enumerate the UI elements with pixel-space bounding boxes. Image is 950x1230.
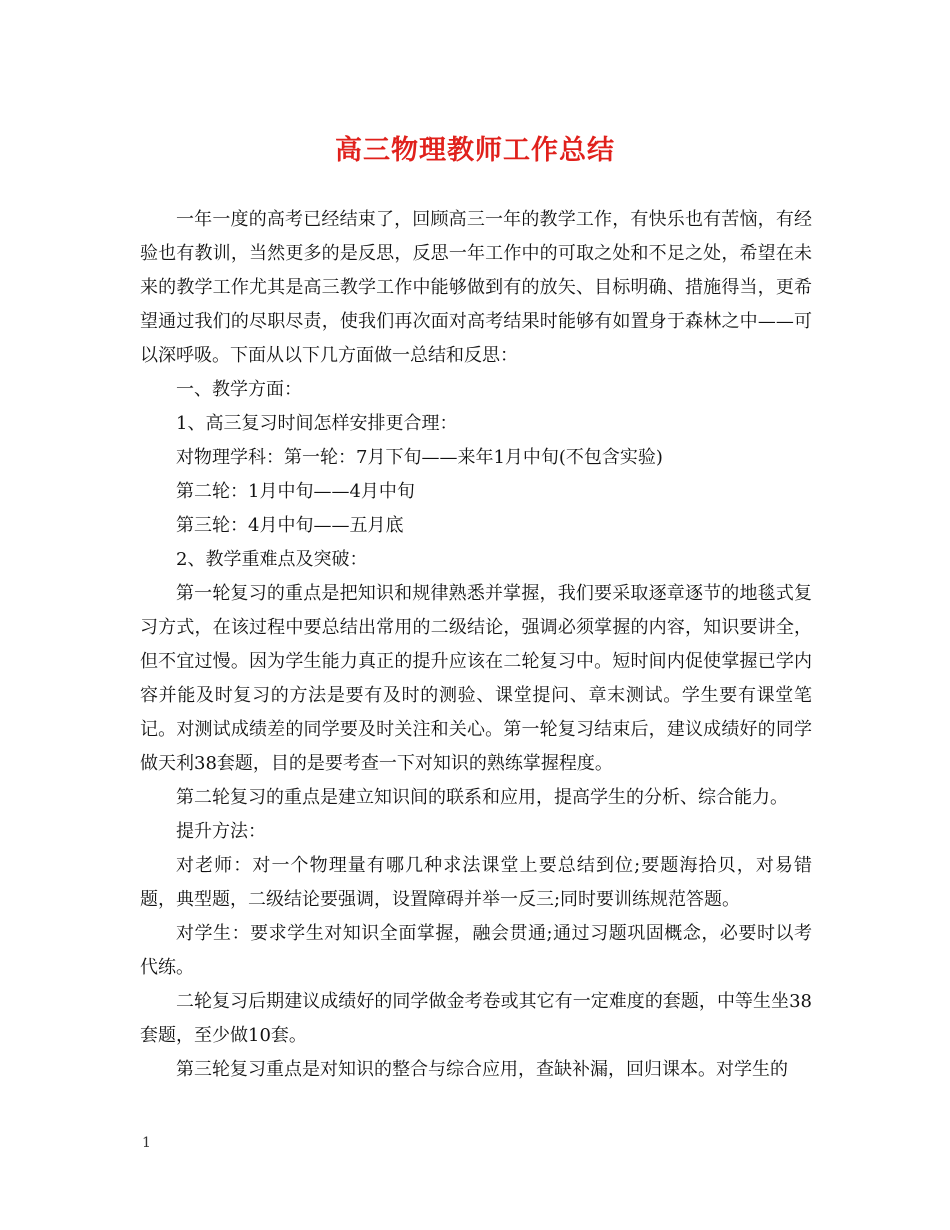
subheading-key-points: 2、教学重难点及突破： [176, 549, 368, 570]
paragraph-for-teachers: 对老师：对一个物理量有哪几种求法课堂上要总结到位;要题海拾贝，对易错题，典型题，二级结论要强调，设置障碍并举一反三;同时要训练规范答题。 [140, 855, 812, 910]
paragraph-third-review: 第三轮复习重点是对知识的整合与综合应用，查缺补漏，回归课本。对学生的 [176, 1059, 788, 1080]
page-number: 1 [142, 1135, 151, 1151]
paragraph-methods: 提升方法： [176, 821, 266, 842]
paragraph-third-round: 第三轮：4月中旬——五月底 [176, 515, 404, 536]
paragraph-second-round: 第二轮：1月中旬——4月中旬 [176, 481, 415, 502]
paragraph-first-review: 第一轮复习的重点是把知识和规律熟悉并掌握，我们要采取逐章逐节的地毯式复习方式，在该过程中要总结出常用的二级结论，强调必须掌握的内容，知识要讲全，但不宜过慢。因为学生能力真正的提升应该在二轮复习中。短时间内促使掌握已学内容并能及时复习的方法是要有及时的测验、课堂提问、章末测试。学生要有课堂笔记。对测试成绩差的同学要及时关注和关心。第一轮复习结束后，建议成绩好的同学做天利38套题，目的是要考查一下对知识的熟练掌握程度。 [140, 583, 812, 774]
paragraph-intro: 一年一度的高考已经结束了，回顾高三一年的教学工作，有快乐也有苦恼，有经验也有教训，当然更多的是反思，反思一年工作中的可取之处和不足之处，希望在未来的教学工作尤其是高三教学工作中能够做到有的放矢、目标明确、措施得当，更希望通过我们的尽职尽责，使我们再次面对高考结果时能够有如置身于森林之中——可以深呼吸。下面从以下几方面做一总结和反思： [140, 209, 812, 366]
paragraph-for-students: 对学生：要求学生对知识全面掌握，融会贯通;通过习题巩固概念，必要时以考代练。 [140, 923, 812, 978]
heading-teaching: 一、教学方面： [176, 379, 302, 400]
subheading-schedule: 1、高三复习时间怎样安排更合理： [176, 413, 458, 434]
document-body [140, 203, 812, 1087]
paragraph-first-round: 对物理学科：第一轮：7月下旬——来年1月中旬(不包含实验) [176, 447, 663, 468]
paragraph-second-review: 第二轮复习的重点是建立知识间的联系和应用，提高学生的分析、综合能力。 [176, 787, 788, 808]
page-title: 高三物理教师工作总结 [335, 135, 615, 166]
paragraph-late-second-round: 二轮复习后期建议成绩好的同学做金考卷或其它有一定难度的套题，中等生坐38套题，至少做10套。 [140, 991, 812, 1046]
